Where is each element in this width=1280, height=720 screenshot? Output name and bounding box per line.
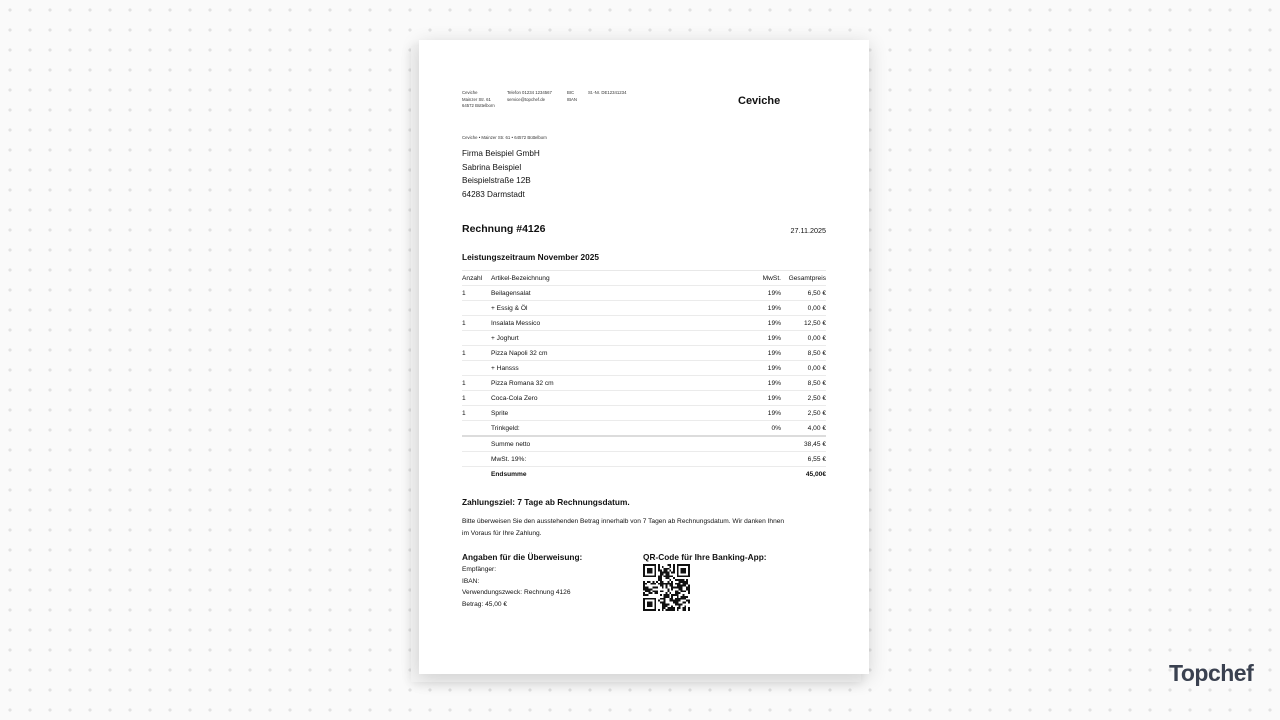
row-quantity [462, 421, 491, 437]
qr-code-icon [643, 564, 690, 611]
payment-term-heading: Zahlungsziel: 7 Tage ab Rechnungsdatum. [462, 497, 630, 507]
row-item: Pizza Romana 32 cm [491, 376, 727, 391]
table-header-row [462, 271, 826, 286]
row-price: 4,00 € [783, 421, 826, 437]
return-address-line: Ceviche • Mainzer Str. 61 • 64572 Büttelborn [462, 135, 547, 140]
row-vat: 19% [727, 361, 783, 376]
vat-value: 6,55 € [783, 452, 826, 467]
row-item: Trinkgeld: [491, 421, 727, 437]
vat-label: MwSt. 19%: [491, 452, 727, 467]
row-price: 8,50 € [783, 376, 826, 391]
topchef-logo: Topchef [1169, 660, 1254, 686]
row-item: Insalata Messico [491, 316, 727, 331]
row-quantity: 1 [462, 346, 491, 361]
row-vat: 19% [727, 286, 783, 301]
grand-total-value: 45,00€ [783, 467, 826, 482]
header-quantity: Anzahl [462, 271, 491, 286]
row-vat: 0% [727, 421, 783, 437]
subtotal-row [462, 436, 826, 452]
row-item: + Joghurt [491, 331, 727, 346]
row-vat: 19% [727, 406, 783, 421]
transfer-details: Empfänger: IBAN: Verwendungszweck: Rechnung 4126 Betrag: 45,00 € [462, 566, 571, 609]
table-row [462, 316, 826, 331]
row-vat: 19% [727, 331, 783, 346]
invoice-items-table [462, 270, 826, 481]
invoice-date: 27.11.2025 [790, 226, 826, 235]
header-item: Artikel-Bezeichnung [491, 271, 727, 286]
row-item: Sprite [491, 406, 727, 421]
row-vat: 19% [727, 376, 783, 391]
header-total: Gesamtpreis [783, 271, 826, 286]
recipient-address: Firma Beispiel GmbH Sabrina Beispiel Beispielstraße 12B 64283 Darmstadt [462, 149, 540, 200]
row-quantity: 1 [462, 406, 491, 421]
row-item: Pizza Napoli 32 cm [491, 346, 727, 361]
grand-total-row [462, 467, 826, 482]
transfer-heading: Angaben für die Überweisung: [462, 552, 583, 562]
row-quantity: 1 [462, 286, 491, 301]
sender-info-bank: BIC IBAN [567, 90, 578, 102]
table-row [462, 376, 826, 391]
table-row [462, 301, 826, 316]
sender-info-contact: Telefon 01234 1234567 service@topchef.de [507, 90, 552, 102]
table-row [462, 346, 826, 361]
invoice-title: Rechnung #4126 [462, 223, 546, 235]
grand-total-label: Endsumme [491, 467, 727, 482]
table-row [462, 286, 826, 301]
vat-row [462, 452, 826, 467]
row-price: 2,50 € [783, 406, 826, 421]
qr-heading: QR-Code für Ihre Banking-App: [643, 552, 767, 562]
table-row [462, 331, 826, 346]
sender-info-address: Ceviche Mainzer Str. 61 64572 Büttelborn [462, 90, 495, 108]
row-price: 0,00 € [783, 301, 826, 316]
service-period: Leistungszeitraum November 2025 [462, 252, 599, 262]
subtotal-value: 38,45 € [783, 436, 826, 452]
row-price: 12,50 € [783, 316, 826, 331]
row-vat: 19% [727, 316, 783, 331]
table-row [462, 406, 826, 421]
payment-note: Bitte überweisen Sie den ausstehenden Betrag innerhalb von 7 Tagen ab Rechnungsdatum. Wir danken Ihnen im Voraus für Ihre Zahlung. [462, 518, 785, 537]
header-vat: MwSt. [727, 271, 783, 286]
row-vat: 19% [727, 301, 783, 316]
row-quantity: 1 [462, 391, 491, 406]
row-item: + Essig & Öl [491, 301, 727, 316]
row-quantity [462, 331, 491, 346]
row-price: 6,50 € [783, 286, 826, 301]
row-quantity [462, 301, 491, 316]
table-row [462, 391, 826, 406]
row-price: 2,50 € [783, 391, 826, 406]
table-row [462, 421, 826, 437]
row-quantity: 1 [462, 316, 491, 331]
row-item: Beilagensalat [491, 286, 727, 301]
invoice-document [419, 40, 869, 674]
row-vat: 19% [727, 346, 783, 361]
table-row [462, 361, 826, 376]
row-quantity: 1 [462, 376, 491, 391]
row-quantity [462, 361, 491, 376]
subtotal-label: Summe netto [491, 436, 727, 452]
sender-brand-name: Ceviche [738, 95, 781, 107]
row-price: 0,00 € [783, 361, 826, 376]
row-price: 0,00 € [783, 331, 826, 346]
row-vat: 19% [727, 391, 783, 406]
row-item: + Hansss [491, 361, 727, 376]
sender-info-tax: St.-Nr. DE12341234 [588, 90, 627, 95]
row-item: Coca-Cola Zero [491, 391, 727, 406]
row-price: 8,50 € [783, 346, 826, 361]
